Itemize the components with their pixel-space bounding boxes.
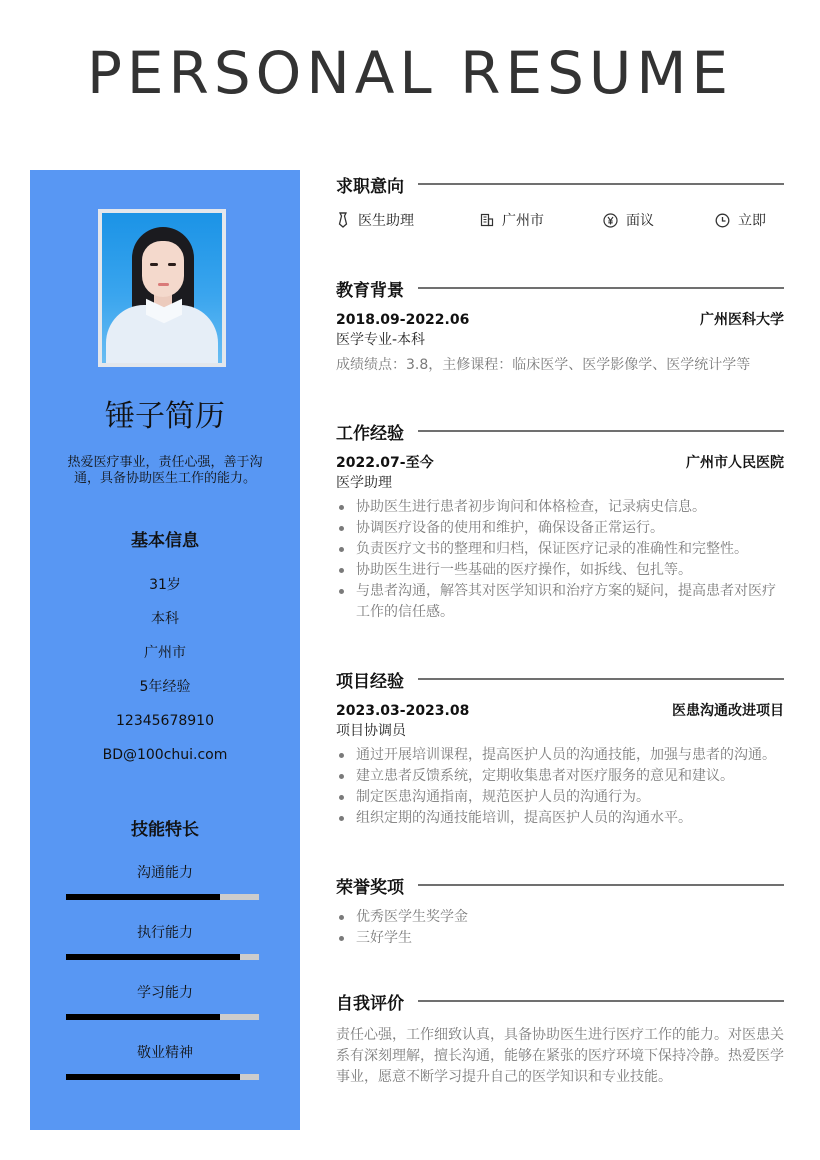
honors-list xyxy=(336,907,784,949)
skill-bar xyxy=(66,1014,259,1020)
education-major: 医学专业-本科 xyxy=(336,332,426,348)
section-title: 教育背景 xyxy=(336,280,404,301)
list-item: 协助医生进行一些基础的医疗操作，如拆线、包扎等。 xyxy=(336,560,784,581)
education-period: 2018.09-2022.06 xyxy=(336,312,470,328)
section-divider xyxy=(418,430,784,432)
intent-position xyxy=(336,210,480,230)
basic-info-heading: 基本信息 xyxy=(131,531,199,551)
section-education xyxy=(336,274,784,376)
yen-icon xyxy=(603,213,618,228)
section-honors xyxy=(336,871,784,949)
intent-city xyxy=(480,210,603,230)
list-item: 组织定期的沟通技能培训，提高医护人员的沟通水平。 xyxy=(336,808,784,829)
list-item: 负责医疗文书的整理和归档，保证医疗记录的准确性和完整性。 xyxy=(336,539,784,560)
section-title: 项目经验 xyxy=(336,671,404,692)
building-icon xyxy=(480,213,494,227)
section-divider xyxy=(418,1000,784,1002)
list-item: 建立患者反馈系统，定期收集患者对医疗服务的意见和建议。 xyxy=(336,766,784,787)
intent-salary-text: 面议 xyxy=(626,213,654,229)
motto: 热爱医疗事业，责任心强，善于沟通，具备协助医生工作的能力。 xyxy=(67,455,263,486)
intent-salary xyxy=(603,210,715,230)
project-period: 2023.03-2023.08 xyxy=(336,703,470,719)
skill-item xyxy=(30,920,300,980)
skills-heading: 技能特长 xyxy=(131,820,199,840)
self-evaluation-text: 责任心强，工作细致认真，具备协助医生进行医疗工作的能力。对医患关系有深刻理解，擅长沟通，能够在紧张的医疗环境下保持冷静。热爱医学事业，愿意不断学习提升自己的医学知识和专业技能。 xyxy=(336,1027,784,1085)
skill-label: 敬业精神 xyxy=(137,1045,193,1061)
work-position: 医学助理 xyxy=(336,475,392,491)
skill-bar xyxy=(66,954,259,960)
work-company: 广州市人民医院 xyxy=(686,455,784,471)
tie-icon xyxy=(336,212,350,228)
list-item: 与患者沟通，解答其对医学知识和治疗方案的疑问，提高患者对医疗工作的信任感。 xyxy=(336,581,784,623)
info-age: 31岁 xyxy=(149,577,181,593)
skill-item xyxy=(30,860,300,920)
education-detail: 成绩绩点：3.8，主修课程：临床医学、医学影像学、医学统计学等 xyxy=(336,357,751,373)
skill-label: 学习能力 xyxy=(137,985,193,1001)
intent-availability xyxy=(715,210,766,230)
project-duties xyxy=(336,745,784,829)
skill-item xyxy=(30,1040,300,1100)
section-divider xyxy=(418,287,784,289)
clock-icon xyxy=(715,213,730,228)
education-school: 广州医科大学 xyxy=(700,312,784,328)
skill-bar-fill xyxy=(66,1074,240,1080)
section-divider xyxy=(418,678,784,680)
section-work-experience xyxy=(336,417,784,623)
work-period: 2022.07-至今 xyxy=(336,455,434,471)
list-item: 协调医疗设备的使用和维护，确保设备正常运行。 xyxy=(336,518,784,539)
section-divider xyxy=(418,884,784,886)
skill-label: 执行能力 xyxy=(137,925,193,941)
section-project-experience xyxy=(336,665,784,829)
list-item: 制定医患沟通指南，规范医护人员的沟通行为。 xyxy=(336,787,784,808)
info-email: BD@100chui.com xyxy=(102,747,228,763)
skill-bar xyxy=(66,894,259,900)
intent-position-text: 医生助理 xyxy=(358,213,414,229)
info-experience: 5年经验 xyxy=(139,679,191,695)
list-item: 优秀医学生奖学金 xyxy=(336,907,784,928)
section-title: 工作经验 xyxy=(336,423,404,444)
sidebar xyxy=(30,170,300,1130)
basic-info-list xyxy=(30,570,300,774)
avatar xyxy=(102,213,222,363)
section-title: 求职意向 xyxy=(336,176,404,197)
skills-list xyxy=(30,860,300,1100)
skill-bar-fill xyxy=(66,894,220,900)
list-item: 三好学生 xyxy=(336,928,784,949)
work-duties xyxy=(336,497,784,623)
job-intent-row xyxy=(336,210,784,230)
page-title: PERSONAL RESUME xyxy=(86,39,734,107)
info-degree: 本科 xyxy=(151,611,179,627)
list-item: 协助医生进行患者初步询问和体格检查，记录病史信息。 xyxy=(336,497,784,518)
info-phone: 12345678910 xyxy=(116,713,214,729)
profile-photo xyxy=(98,209,226,367)
skill-bar-fill xyxy=(66,954,240,960)
project-role: 项目协调员 xyxy=(336,723,406,739)
skill-bar xyxy=(66,1074,259,1080)
project-name: 医患沟通改进项目 xyxy=(672,703,784,719)
skill-bar-fill xyxy=(66,1014,220,1020)
skill-label: 沟通能力 xyxy=(137,865,193,881)
section-job-intent xyxy=(336,170,784,230)
candidate-name: 锤子简历 xyxy=(105,399,225,434)
skill-item xyxy=(30,980,300,1040)
list-item: 通过开展培训课程，提高医护人员的沟通技能，加强与患者的沟通。 xyxy=(336,745,784,766)
section-divider xyxy=(418,183,784,185)
intent-city-text: 广州市 xyxy=(502,213,544,229)
intent-availability-text: 立即 xyxy=(738,213,766,229)
section-self-evaluation xyxy=(336,987,784,1088)
section-title: 自我评价 xyxy=(336,993,404,1014)
section-title: 荣誉奖项 xyxy=(336,877,404,898)
info-city: 广州市 xyxy=(144,645,186,661)
